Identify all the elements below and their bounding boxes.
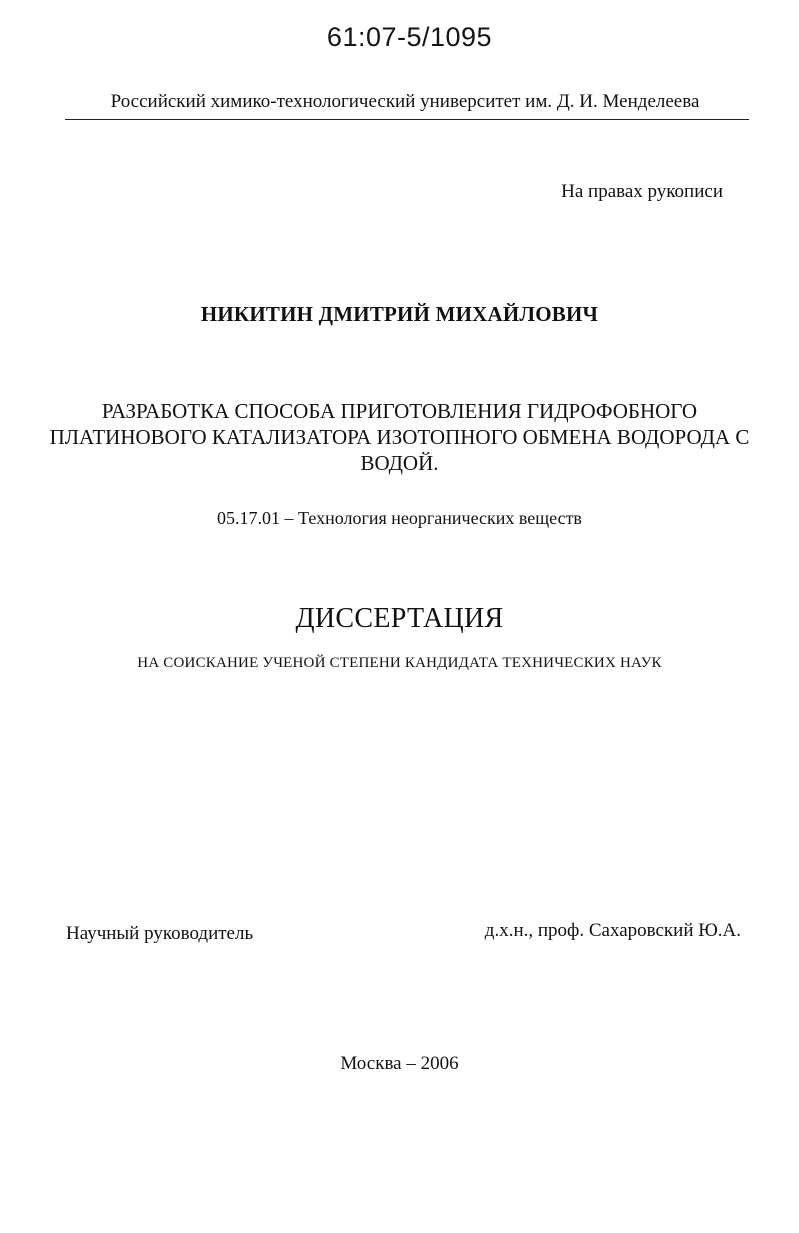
dissertation-title [40, 398, 759, 476]
university-name: Российский химико-технологический университет им. Д. И. Менделеева [110, 91, 700, 112]
archive-stamp: 61:07-5/1095 [326, 22, 493, 52]
supervisor-label: Научный руководитель [66, 923, 254, 944]
title-line-2: ПЛАТИНОВОГО КАТАЛИЗАТОРА ИЗОТОПНОГО ОБМЕНА ВОДОРОДА С [49, 425, 750, 449]
degree-line: НА СОИСКАНИЕ УЧЕНОЙ СТЕПЕНИ КАНДИДАТА ТЕХНИЧЕСКИХ НАУК [137, 655, 662, 671]
author-name: НИКИТИН ДМИТРИЙ МИХАЙЛОВИЧ [200, 302, 599, 326]
title-line-1: РАЗРАБОТКА СПОСОБА ПРИГОТОВЛЕНИЯ ГИДРОФОБНОГО [101, 399, 698, 423]
supervisor-name: д.х.н., проф. Сахаровский Ю.А. [484, 920, 741, 941]
document-type-heading: ДИССЕРТАЦИЯ [295, 603, 504, 634]
city-year: Москва – 2006 [340, 1053, 459, 1074]
title-line-3: ВОДОЙ. [360, 451, 439, 475]
manuscript-rights-note: На правах рукописи [561, 181, 723, 202]
header-divider [65, 119, 749, 120]
specialty-code: 05.17.01 – Технология неорганических веществ [217, 508, 582, 528]
